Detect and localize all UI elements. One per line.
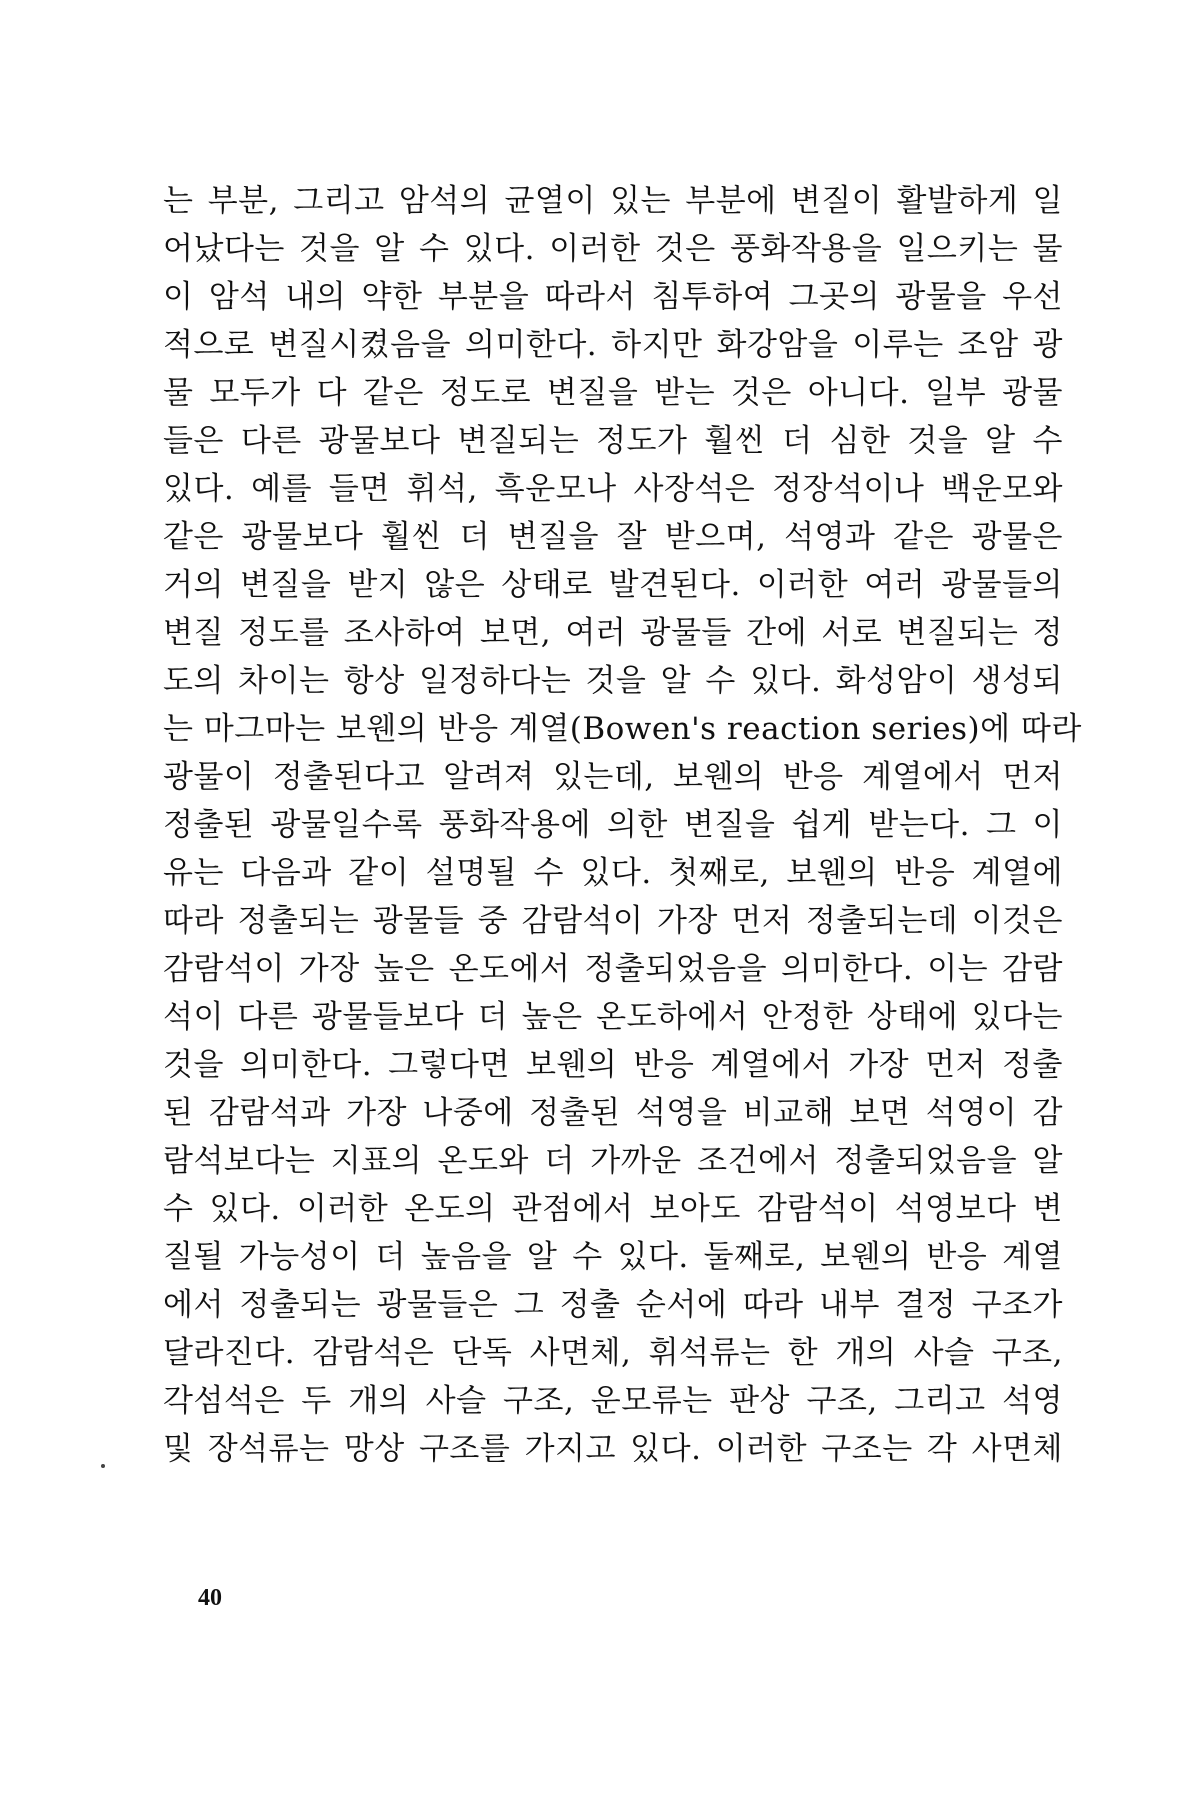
text-line-7: 있다. 예를 들면 휘석, 흑운모나 사장석은 정장석이나 백운모와: [163, 471, 1063, 507]
text-line-27: 및 장석류는 망상 구조를 가지고 있다. 이러한 구조는 각 사면체: [163, 1431, 1063, 1467]
stray-ink-dot: [101, 1464, 105, 1468]
text-line-21: 람석보다는 지표의 온도와 더 가까운 조건에서 정출되었음을 알: [163, 1143, 1063, 1179]
page-number: 40: [198, 1585, 222, 1611]
text-line-11: 도의 차이는 항상 일정하다는 것을 알 수 있다. 화성암이 생성되: [163, 663, 1063, 699]
text-line-25: 달라진다. 감람석은 단독 사면체, 휘석류는 한 개의 사슬 구조,: [163, 1335, 1063, 1371]
text-line-13: 광물이 정출된다고 알려져 있는데, 보웬의 반응 계열에서 먼저: [163, 759, 1063, 795]
text-line-17: 감람석이 가장 높은 온도에서 정출되었음을 의미한다. 이는 감람: [163, 951, 1063, 987]
text-line-10: 변질 정도를 조사하여 보면, 여러 광물들 간에 서로 변질되는 정: [163, 615, 1063, 651]
text-line-26: 각섬석은 두 개의 사슬 구조, 운모류는 판상 구조, 그리고 석영: [163, 1383, 1063, 1419]
text-line-19: 것을 의미한다. 그렇다면 보웬의 반응 계열에서 가장 먼저 정출: [163, 1047, 1063, 1083]
text-line-5: 물 모두가 다 같은 정도로 변질을 받는 것은 아니다. 일부 광물: [163, 375, 1063, 411]
text-line-23: 질될 가능성이 더 높음을 알 수 있다. 둘째로, 보웬의 반응 계열: [163, 1239, 1063, 1275]
text-line-9: 거의 변질을 받지 않은 상태로 발견된다. 이러한 여러 광물들의: [163, 567, 1063, 603]
text-line-15: 유는 다음과 같이 설명될 수 있다. 첫째로, 보웬의 반응 계열에: [163, 855, 1063, 891]
text-line-12: 는 마그마는 보웬의 반응 계열(Bowen's reaction series)에 따라: [163, 711, 1082, 747]
text-line-2: 어났다는 것을 알 수 있다. 이러한 것은 풍화작용을 일으키는 물: [163, 231, 1063, 267]
text-line-22: 수 있다. 이러한 온도의 관점에서 보아도 감람석이 석영보다 변: [163, 1191, 1063, 1227]
text-line-18: 석이 다른 광물들보다 더 높은 온도하에서 안정한 상태에 있다는: [163, 999, 1063, 1035]
text-line-4: 적으로 변질시켰음을 의미한다. 하지만 화강암을 이루는 조암 광: [163, 327, 1063, 363]
text-line-1: 는 부분, 그리고 암석의 균열이 있는 부분에 변질이 활발하게 일: [163, 183, 1063, 219]
body-text: [163, 177, 1082, 1473]
text-line-3: 이 암석 내의 약한 부분을 따라서 침투하여 그곳의 광물을 우선: [163, 279, 1063, 315]
text-line-6: 들은 다른 광물보다 변질되는 정도가 훨씬 더 심한 것을 알 수: [163, 423, 1063, 459]
text-line-16: 따라 정출되는 광물들 중 감람석이 가장 먼저 정출되는데 이것은: [163, 903, 1063, 939]
text-line-24: 에서 정출되는 광물들은 그 정출 순서에 따라 내부 결정 구조가: [163, 1287, 1063, 1323]
text-line-14: 정출된 광물일수록 풍화작용에 의한 변질을 쉽게 받는다. 그 이: [163, 807, 1063, 843]
text-line-20: 된 감람석과 가장 나중에 정출된 석영을 비교해 보면 석영이 감: [163, 1095, 1063, 1131]
text-line-8: 같은 광물보다 훨씬 더 변질을 잘 받으며, 석영과 같은 광물은: [163, 519, 1063, 555]
